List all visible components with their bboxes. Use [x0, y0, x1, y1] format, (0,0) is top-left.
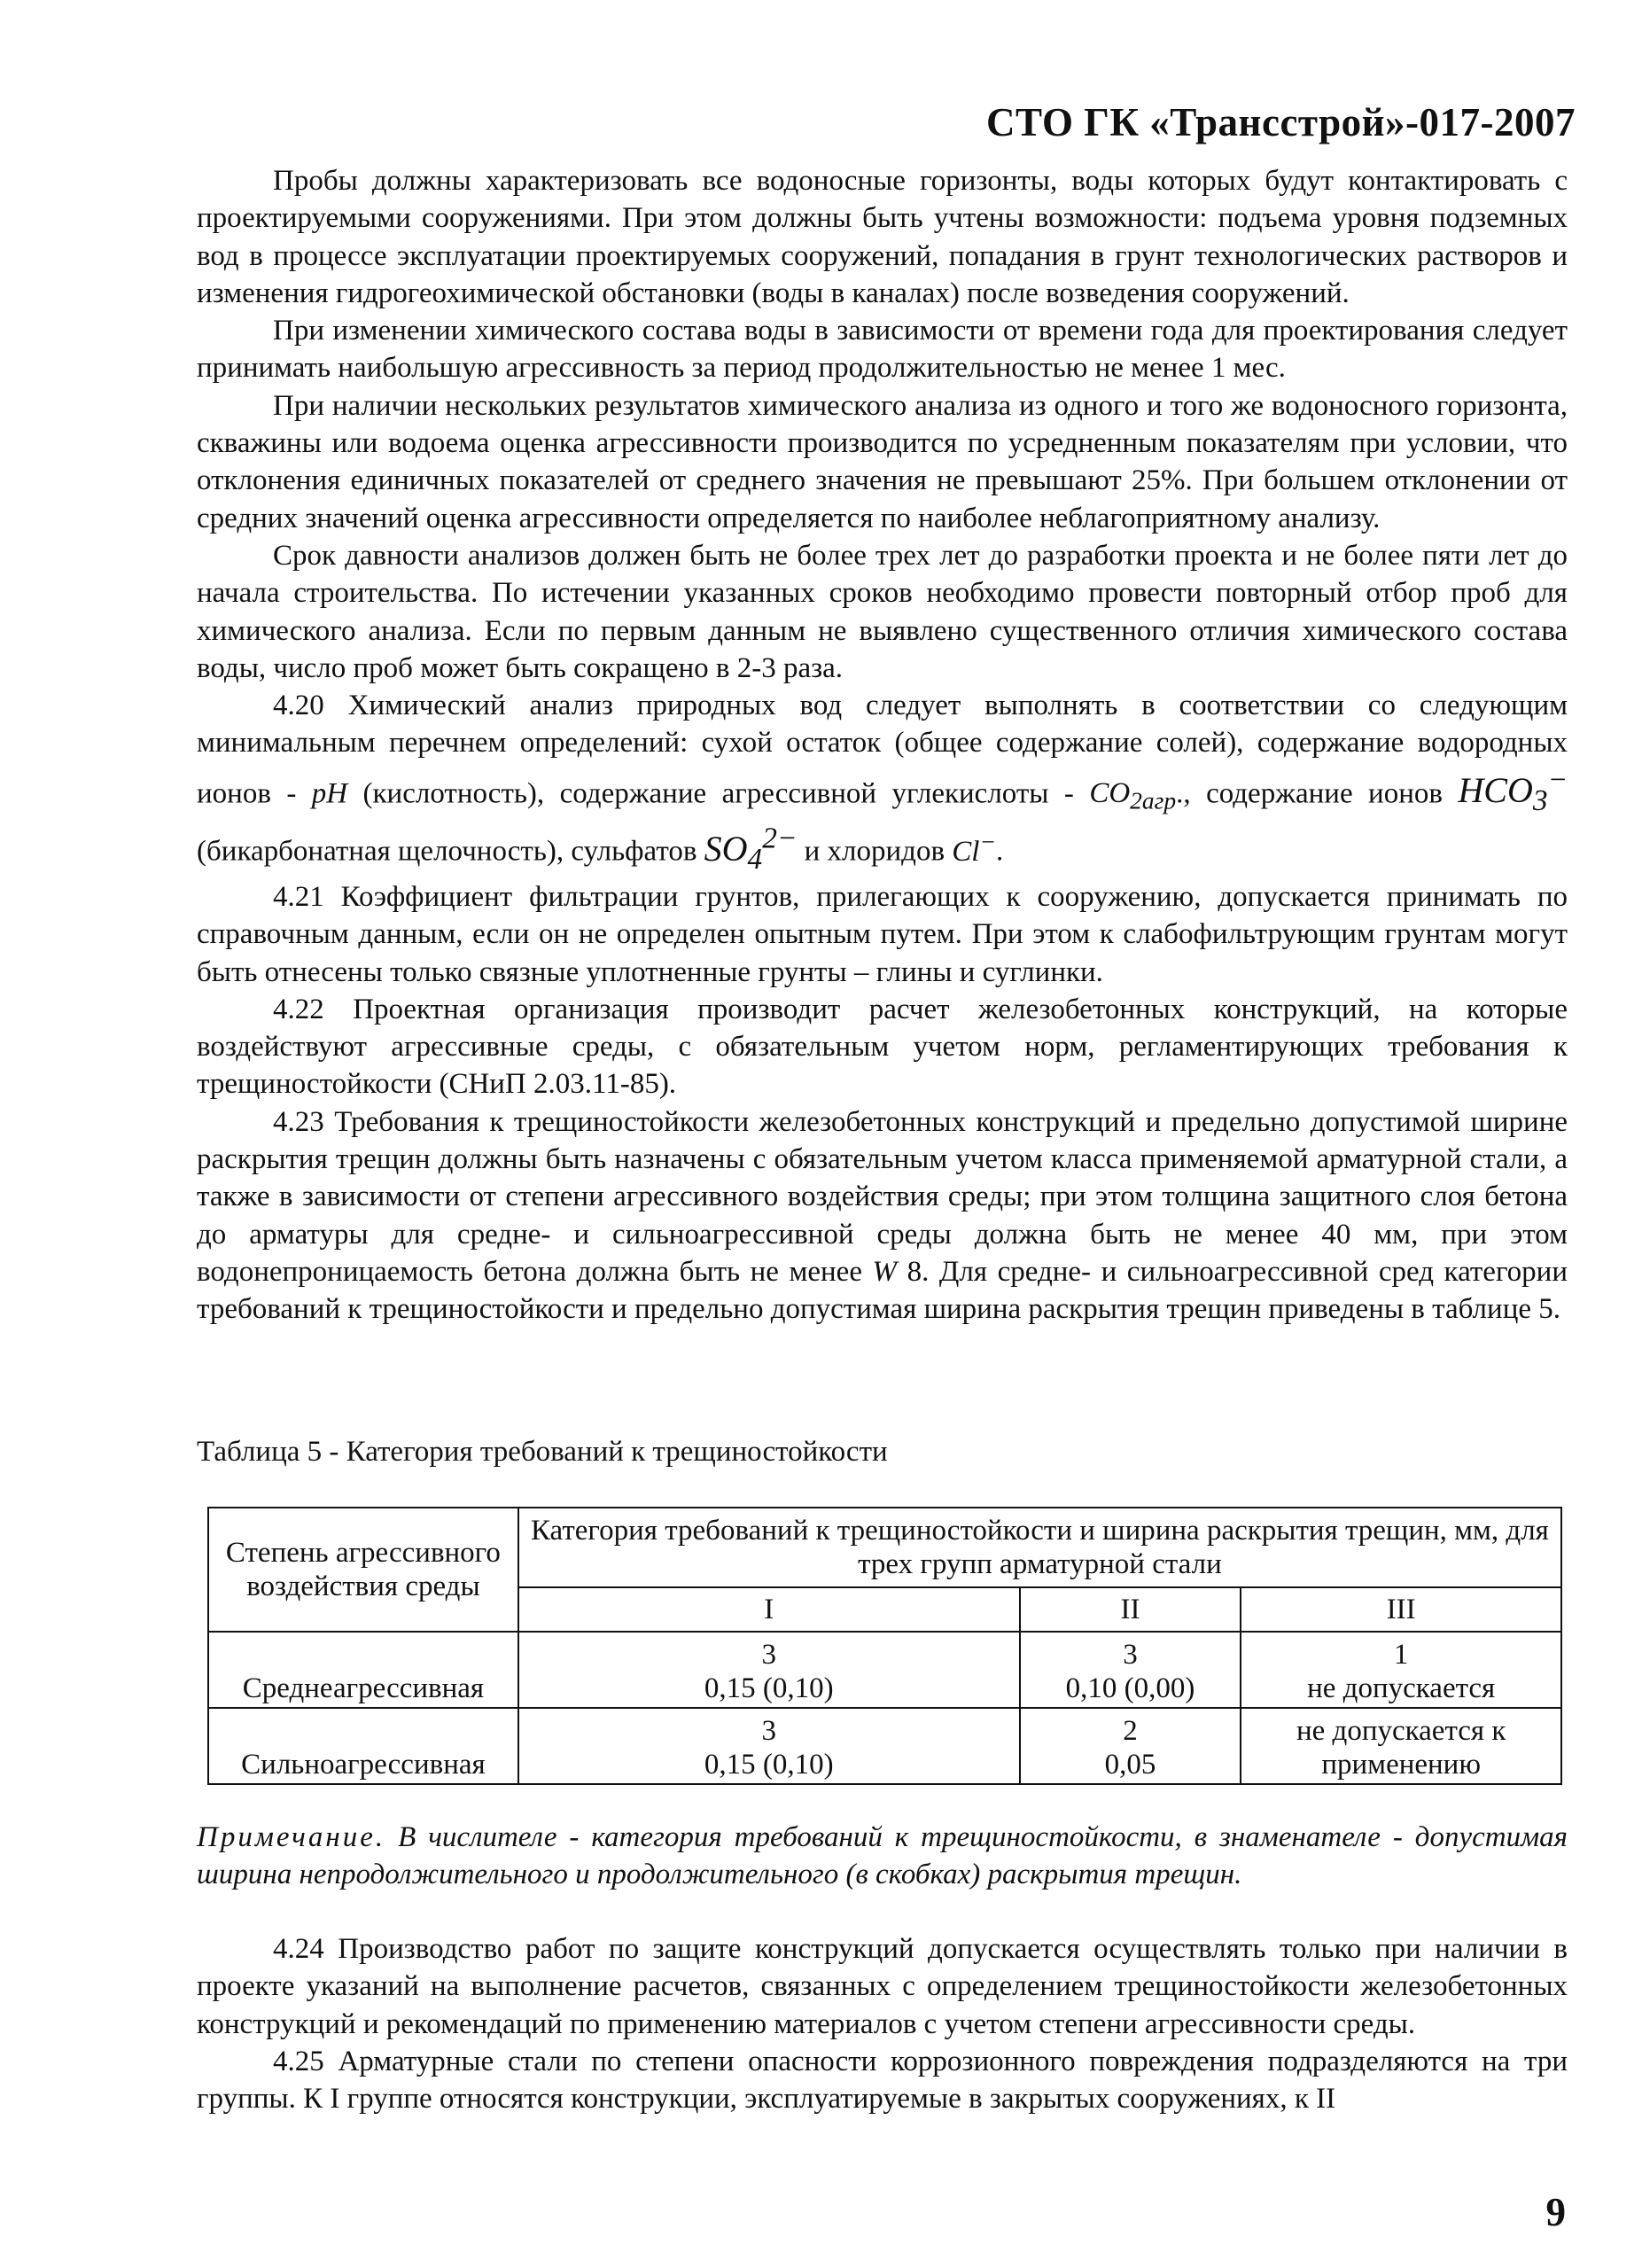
table-cell: 1 не допускается: [1241, 1632, 1561, 1708]
formula-cl: Cl−: [952, 827, 997, 868]
paragraph-4-25: 4.25 Арматурные стали по степени опасности коррозионного повреждения подразделяются на три группы. К I группе относятся конструкции, эксплуатируемые в закрытых сооружениях, к II: [197, 2045, 1568, 2116]
paragraph-4-23: 4.23 Требования к трещиностойкости железобетонных конструкций и предельно допустимой ширине раскрытия трещин должны быть назначены с обязательным учетом класса применяемой арматурной стали, а также в зависимости от степени агрессивного воздействия среды; при этом толщина защитного слоя бетона до арматуры для средне- и сильноагрессивной среды должна быть не менее 40 мм, при этом водонепроницаемость бетона должна быть не менее W 8. Для средне- и сильноагрессивной сред категории требований к трещиностойкости и предельно допустимая ширина раскрытия трещин приведены в таблице 5.: [197, 1105, 1568, 1326]
paragraph-4-22: 4.22 Проектная организация производит расчет железобетонных конструкций, на которые воздействуют агрессивные среды, с обязательным учетом норм, регламентирующих требования к трещиностойкости (СНиП 2.03.11-85).: [197, 993, 1568, 1101]
table-cell: 3 0,10 (0,00): [1020, 1632, 1241, 1708]
formula-co2: $CO_{2агр}$: [1089, 777, 1177, 814]
formula-so4: $SO_4^{2-}$: [704, 822, 798, 876]
document-header: СТО ГК «Трансстрой»-017-2007: [986, 100, 1576, 144]
main-text: [197, 162, 1568, 1329]
formula-w: W: [872, 1255, 898, 1288]
table-cell: 3 0,15 (0,10): [518, 1632, 1020, 1708]
formula-hco3: $HCO_3^-$: [1458, 763, 1568, 818]
formula-ph: pH: [311, 777, 348, 810]
group-iii: III: [1241, 1587, 1561, 1632]
paragraph-analysis-age: Срок давности анализов должен быть не более трех лет до разработки проекта и не более пяти лет до начала строительства. По истечении указанных сроков необходимо провести повторный отбор проб для химического анализа. Если по первым данным не выявлено существенного отличия химического состава воды, число проб может быть сокращено в 2-3 раза.: [197, 539, 1568, 684]
header-category: Категория требований к трещиностойкости и ширина раскрытия трещин, мм, для трех групп арматурной стали: [518, 1508, 1561, 1587]
paragraph-4-21: 4.21 Коэффициент фильтрации грунтов, прилегающих к сооружению, допускается принимать по справочным данным, если он не определен опытным путем. При этом к слабофильтрующим грунтам могут быть отнесены только связные уплотненные грунты – глины и суглинки.: [197, 881, 1568, 988]
crack-resistance-table: [207, 1507, 1562, 1785]
table-cell: 2 0,05: [1020, 1708, 1241, 1784]
paragraph-4-20: 4.20 Химический анализ природных вод следует выполнять в соответствии со следующим минимальным перечнем определений: сухой остаток (общее содержание солей), содержание водородных ионов - pH (кислотность), содержание агрессивной углекислоты - $CO_{2агр}$., содержание ионов $HCO_3^-$ (бикарбонатная щелочность), сульфатов $SO_4^{2-}$ и хлоридов Cl−.: [197, 690, 1568, 876]
group-ii: II: [1020, 1587, 1241, 1632]
table-row: [208, 1632, 1561, 1708]
row-label: Среднеагрессивная: [208, 1632, 518, 1708]
note-label: Примечание.: [197, 1821, 386, 1853]
paragraph-averaging: При наличии нескольких результатов химического анализа из одного и того же водоносного горизонта, скважины или водоема оценка агрессивности производится по усредненным показателям при условии, что отклонения единичных показателей от среднего значения не превышают 25%. При большем отклонении от средних значений оценка агрессивности определяется по наиболее неблагоприятному анализу.: [197, 389, 1568, 534]
table-row: [208, 1708, 1561, 1784]
note-text: В числителе - категория требований к трещиностойкости, в знаменателе - допустимая ширина непродолжительного и продолжительного (в скобках) раскрытия трещин.: [197, 1821, 1568, 1890]
table-cell: не допускается к применению: [1241, 1708, 1561, 1784]
paragraph-samples: Пробы должны характеризовать все водоносные горизонты, воды которых будут контактировать с проектируемыми сооружениями. При этом должны быть учтены возможности: подъема уровня подземных вод в процессе эксплуатации проектируемых сооружений, попадания в грунт технологических растворов и изменения гидрогеохимической обстановки (воды в каналах) после возведения сооружений.: [197, 165, 1568, 309]
table-cell: 3 0,15 (0,10): [518, 1708, 1020, 1784]
paragraph-seasonal: При изменении химического состава воды в зависимости от времени года для проектирования следует принимать наибольшую агрессивность за период продолжительностью не менее 1 мес.: [197, 315, 1568, 385]
paragraph-4-24: 4.24 Производство работ по защите конструкций допускается осуществлять только при наличии в проекте указаний на выполнение расчетов, связанных с определением трещиностойкости железобетонных конструкций и рекомендаций по применению материалов с учетом степени агрессивности среды.: [197, 1933, 1568, 2040]
page-number: 9: [1545, 2190, 1566, 2234]
table-caption: Таблица 5 - Категория требований к трещиностойкости: [197, 1436, 888, 1468]
row-label: Сильноагрессивная: [208, 1708, 518, 1784]
table-note: [197, 1819, 1568, 1893]
header-aggressiveness: Степень агрессивного воздействия среды: [208, 1508, 518, 1632]
table-header-row: [208, 1508, 1561, 1587]
main-text-continued: [197, 1930, 1568, 2117]
group-i: I: [518, 1587, 1020, 1632]
